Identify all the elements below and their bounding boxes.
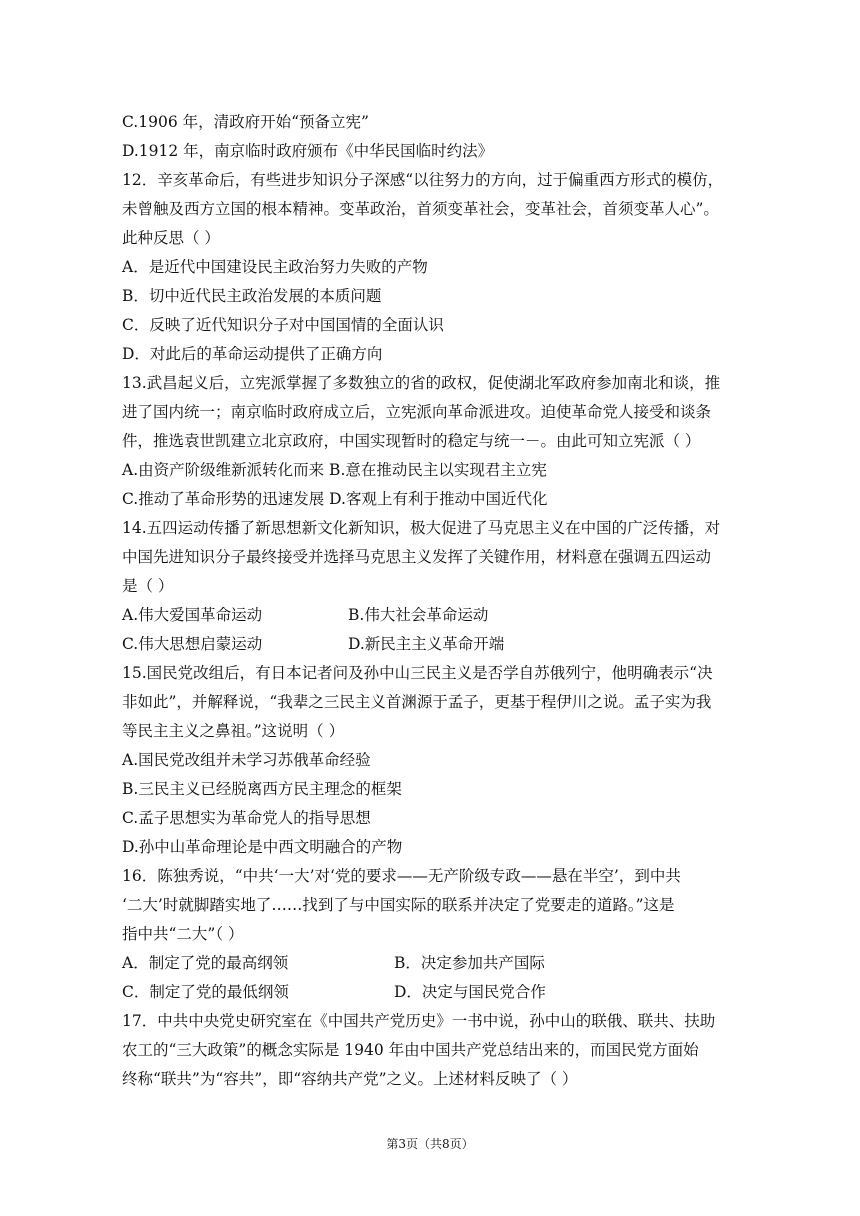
question-13-stem: 进了国内统一；南京临时政府成立后，立宪派向革命派进攻。迫使革命党人接受和谈条 — [122, 403, 712, 421]
question-16-options-row1 — [122, 949, 782, 978]
question-14-stem: 中国先进知识分子最终接受并选择马克思主义发挥了关键作用，材料意在强调五四运动 — [122, 548, 712, 566]
option-line: D.1912 年，南京临时政府颁布《中华民国临时约法》 — [122, 142, 494, 160]
question-15-option-a: A.国民党改组并未学习苏俄革命经验 — [122, 751, 371, 769]
question-13-options-ab: A.由资产阶级维新派转化而来 B.意在推动民主以实现君主立宪 — [122, 461, 547, 479]
question-15-stem: 等民主主义之鼻祖。”这说明（ ） — [122, 722, 345, 740]
question-14-options-row1 — [122, 601, 782, 630]
question-13-stem: 13.武昌起义后，立宪派掌握了多数独立的省的政权，促使湖北军政府参加南北和谈，推 — [122, 374, 721, 392]
question-12-option-b: B．切中近代民主政治发展的本质问题 — [122, 287, 382, 305]
question-13-options-cd: C.推动了革命形势的迅速发展 D.客观上有利于推动中国近代化 — [122, 490, 548, 508]
question-12-stem: 此种反思（ ） — [122, 229, 220, 247]
question-16-options-row2 — [122, 978, 782, 1007]
question-16-option-a: A．制定了党的最高纲领 — [122, 954, 289, 972]
question-14-stem: 是（ ） — [122, 577, 174, 595]
question-13-stem: 件，推选袁世凯建立北京政府，中国实现暂时的稳定与统一－。由此可知立宪派（ ） — [122, 432, 701, 450]
question-12-option-d: D．对此后的革命运动提供了正确方向 — [122, 345, 383, 363]
question-15-option-d: D.孙中山革命理论是中西文明融合的产物 — [122, 838, 403, 856]
question-15-option-c: C.孟子思想实为革命党人的指导思想 — [122, 809, 371, 827]
question-16-stem: ‘二大’时就脚踏实地了……找到了与中国实际的联系并决定了党要走的道路。”这是 — [122, 896, 675, 914]
question-17-stem: 终称“联共”为“容共”，即“容纳共产党”之义。上述材料反映了（ ） — [122, 1070, 578, 1088]
question-14-option-a: A.伟大爱国革命运动 — [122, 606, 263, 624]
question-12-stem: 12．辛亥革命后，有些进步知识分子深感“以往努力的方向，过于偏重西方形式的模仿， — [122, 171, 724, 189]
question-17-stem: 农工的“三大政策”的概念实际是 1940 年由中国共产党总结出来的，而国民党方面始 — [122, 1041, 699, 1059]
question-16-option-d: D．决定与国民党合作 — [394, 983, 546, 1001]
question-17-stem: 17．中共中央党史研究室在《中国共产党历史》一书中说，孙中山的联俄、联共、扶助 — [122, 1012, 716, 1030]
question-16-stem: 16．陈独秀说，“中共‘一大’对‘党的要求——无产阶级专政——悬在半空’，到中共 — [122, 867, 681, 885]
question-16-option-c: C．制定了党的最低纲领 — [122, 983, 289, 1001]
question-15-stem: 15.国民党改组后，有日本记者问及孙中山三民主义是否学自苏俄列宁，他明确表示“决 — [122, 664, 713, 682]
question-14-option-d: D.新民主主义革命开端 — [348, 635, 505, 653]
question-text — [122, 108, 782, 1094]
page-number: 第3页（共8页） — [386, 1137, 474, 1151]
question-16-option-b: B．决定参加共产国际 — [394, 954, 545, 972]
question-14-options-row2 — [122, 630, 782, 659]
question-12-option-a: A．是近代中国建设民主政治努力失败的产物 — [122, 258, 428, 276]
question-12-stem: 未曾触及西方立国的根本精神。变革政治，首须变革社会，变革社会，首须变革人心”。 — [122, 200, 719, 218]
question-12-option-c: C．反映了近代知识分子对中国国情的全面认识 — [122, 316, 444, 334]
question-14-stem: 14.五四运动传播了新思想新文化新知识，极大促进了马克思主义在中国的广泛传播，对 — [122, 519, 721, 537]
question-14-option-b: B.伟大社会革命运动 — [348, 606, 489, 624]
question-16-stem: 指中共“二大”（ ） — [122, 925, 244, 943]
option-line: C.1906 年，清政府开始“预备立宪” — [122, 113, 369, 131]
question-15-option-b: B.三民主义已经脱离西方民主理念的框架 — [122, 780, 402, 798]
question-14-option-c: C.伟大思想启蒙运动 — [122, 635, 263, 653]
question-15-stem: 非如此”，并解释说，“我辈之三民主义首渊源于孟子，更基于程伊川之说。孟子实为我 — [122, 693, 712, 711]
